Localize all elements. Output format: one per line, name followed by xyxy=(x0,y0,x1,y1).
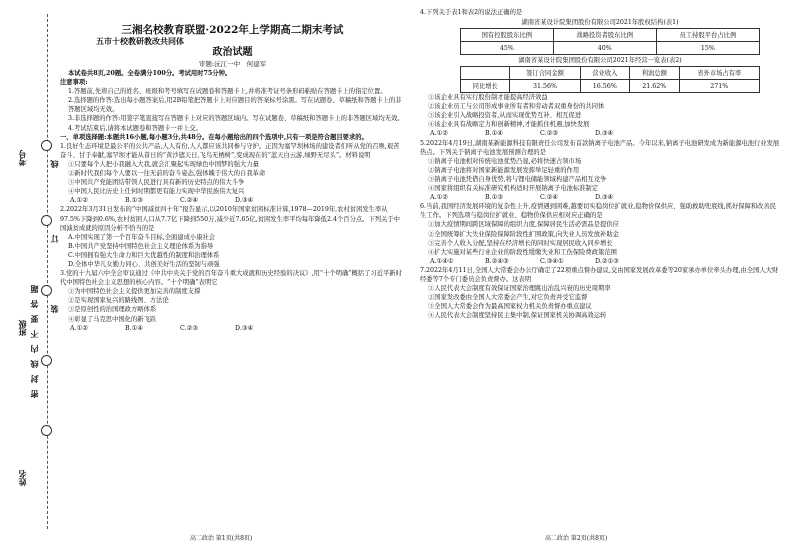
option: ①只要每个人把小我融入大我,就会汇聚起实现绿色中国梦的强大力量 xyxy=(68,160,259,168)
right-column xyxy=(420,8,780,320)
option: ②国家发改委由全国人大常委会产生,对它负责并受它监督 xyxy=(428,294,588,302)
choice-b: B.①④ xyxy=(125,324,143,332)
choice-b: B.①③ xyxy=(485,194,503,202)
yao-char: 线 xyxy=(29,360,39,368)
table-header: 营业收入 xyxy=(580,67,629,80)
option: ①加大疫情期间跨区域保障的组织力度,保障居民生活必需品是提供应 xyxy=(428,221,619,229)
option: ③是原创性的治国理政方略体系 xyxy=(68,306,157,314)
zhuang2-char: 装 xyxy=(49,305,59,313)
table-cell: 21.62% xyxy=(630,80,679,93)
table-cell: 16.56% xyxy=(580,80,629,93)
option: C.中国拥有强大生命力和巨大优越性的制度和治理体系 xyxy=(68,251,220,259)
table-cell: 271% xyxy=(679,80,759,93)
table-header: 国有控股股东比例 xyxy=(461,29,554,42)
option: ③中国共产党能团结带领人民进行具有新的历史特点的伟大斗争 xyxy=(68,179,245,187)
choice-c: C.②③ xyxy=(540,130,558,138)
table-header: 省外市场占有率 xyxy=(679,67,759,80)
notes-title: 注意事项: xyxy=(60,79,88,87)
exam-info: 本试卷共8页,20题。全卷满分100分。考试用时75分钟。 xyxy=(68,70,232,77)
binding-circle xyxy=(41,215,52,226)
question-stem: 5.2022年4月19日,湖南某新能源科技有限责任公司发布首款钠离子电池产品。今年以来,钠离子电池研发成为新能源电池行业发展热点。下列关于钠离子电池发展预测合理的是 xyxy=(420,139,780,156)
table-cell: 15% xyxy=(656,42,759,55)
option: ①人民代表大会制度有效保证国家治理跳出治乱兴衰的历史周期率 xyxy=(428,285,611,293)
note-item: 3.非选择题的作答:用签字笔直接写在答题卡上对应的答题区域内。写在试题卷、草稿纸和答题卡上的非答题区域均无效。 xyxy=(68,115,404,123)
choice-a: A.①② xyxy=(430,130,448,138)
table-header: 员工持股平台占比例 xyxy=(656,29,759,42)
choice-d: D.③④ xyxy=(595,194,614,202)
option: ④国家将组织有关标准研究机构适时开展钠离子电池标准制定 xyxy=(428,185,599,193)
banji-label: 班级 xyxy=(17,320,27,336)
table-header: 战略投资者股东比例 xyxy=(553,29,656,42)
table-cell: 45% xyxy=(461,42,554,55)
table1 xyxy=(460,28,760,55)
nei-char: 不 xyxy=(29,330,39,338)
option: ②该企业员工与公司形成事业所有者和劳动者双重身份的共同体 xyxy=(428,103,605,111)
question-stem: 7.2022年4月11日,全国人大常委会办公厅确定了22项重点督办建议,交由国家发展改革委等20家承办单位牵头办理,由全国人大财经委等7个专门委员会负责督办。这表明 xyxy=(420,266,779,283)
option: D.全体中华儿女勤力同心、共创美好生活的坚韧与顽强 xyxy=(68,260,220,268)
choice-a: A.①④① xyxy=(430,257,454,265)
xingming-label: 姓名 xyxy=(17,470,27,486)
table1-caption: 湖南省某设计院集团股份有限公司2021年股权结构(表1) xyxy=(521,19,679,27)
section-heading: 一、单项选择题:本题共16小题,每小题3分,共48分。在每小题给出的四个选项中,只有一项是符合题目要求的。 xyxy=(60,133,368,141)
choice-c: C.②③ xyxy=(180,324,198,332)
note-item: 2.选择题的作答:选出每小题答案后,用2B铅笔把答题卡上对应题目的答案标号涂黑。写在试题卷、草稿纸和答题卡上的非答题区域均无效。 xyxy=(68,97,402,114)
ding-char: 订 xyxy=(49,235,59,243)
option: ②是实现国家复兴的路线图、方法论 xyxy=(68,297,169,305)
option: ③完善个人收入分配,坚持在经济增长的同时实现居民收入同步增长 xyxy=(428,239,613,247)
choice-b: B.①③ xyxy=(125,197,143,205)
option: ③钠离子电池凭借自身优势,将与锂电储能领域构建产品相互竞争 xyxy=(428,175,607,183)
subject-title: 政治试题 xyxy=(212,47,253,58)
question-stem: 2.2022年3月31日发布的“中国减贫四十年”报告显示,以2010年国家贫困标准计算,1978—2019年,农村贫困发生率从97.5%下降到0.6%,农村贫困人口从7.7亿下降到550万,减少近7.65亿,贫困发生率平均每年降低2.4个百分点。下列关于中国減贫成就的原因分析不恰当的是 xyxy=(60,206,400,232)
seal-dashed-line xyxy=(47,14,48,529)
answer-choices xyxy=(420,257,780,266)
zhuang-char: 线 xyxy=(49,160,59,168)
binding-circle xyxy=(41,140,52,151)
bu-char: 内 xyxy=(29,345,39,353)
question-stem: 3.党的十九届六中全会审议通过《中共中央关于党的百年奋斗重大成就和历史经验的决议》,用“十个明确”概括了习近平新时代中国特色社会主义思想的核心内容。“十个明确”表明它 xyxy=(60,270,402,287)
da-char: 封 xyxy=(29,375,39,383)
question-stem: 6.当前,我国经济发展环境的复杂性上升,疫情遇到困难,越要切实稳岗位扩就业,稳物价保供应、强助救助兜底线,抓好保障和改善民生工作。下列选项与稳岗位扩就业、稳物价保供应相对应正确的是 xyxy=(420,203,777,220)
table-header: 签订合同金额 xyxy=(510,67,580,80)
option: ②新时代我们每个人要以一往无前的奋斗姿态,强体魄于伟大的自我革命 xyxy=(68,170,266,178)
option: ①钠离子电池相对传统电池优势凸显,必将快速占领市场 xyxy=(428,157,582,165)
choice-d: D.②①③ xyxy=(595,257,619,265)
answer-choices xyxy=(420,193,780,202)
choice-b: B.②④③ xyxy=(485,257,509,265)
option: ②全国统筹扩大失业保险保障阶段性扩围政策,向失业人员发放补助金 xyxy=(428,230,619,238)
choice-c: C.③④① xyxy=(540,257,564,265)
option: ③全国人大常委会作为最高国家权力机关负责督办重点建议 xyxy=(428,303,592,311)
binding-circle xyxy=(41,355,52,366)
answer-choices xyxy=(60,324,405,333)
option: ④中国人民比历史上任何时期都更有能力实现中华民族伟大复兴 xyxy=(68,188,245,196)
choice-c: C.②④ xyxy=(540,194,558,202)
feng-char: 答 xyxy=(29,300,39,308)
choice-d: D.③④ xyxy=(235,324,254,332)
table-cell: 同比增长 xyxy=(461,80,510,93)
option: A.中国实现了第一个百年奋斗目标,全面建成小康社会 xyxy=(68,233,216,241)
option: ④人民代表大会制度坚持民主集中制,保证国家机关协调高效运转 xyxy=(428,312,607,320)
choice-a: A.①② xyxy=(430,194,448,202)
table2 xyxy=(460,66,760,93)
ti-char: 密 xyxy=(29,390,39,398)
reviewer: 审题:沅江一中 何建军 xyxy=(198,60,267,68)
option: ④扩大实施对某些行业企业的阶段性缓缴失业和工伤保险费政策范围 xyxy=(428,248,617,256)
choice-a: A.①② xyxy=(70,197,88,205)
answer-choices xyxy=(420,129,780,138)
xian-char: 要 xyxy=(29,315,39,323)
binding-circle xyxy=(41,425,52,436)
question-stem: 1.良好生态环境是最公平的公共产品,人人有份,人人都应该共同参与守护。正因为塞罕坝林场的建设者们听从党的召唤,艰苦奋斗、甘于奉献,塞罕坝才能从昔日的“黄沙遮天日,飞鸟无栖树”,变成现在的“蓝天白云游,绿野无尽头”。材料说明 xyxy=(60,142,400,159)
left-column xyxy=(60,8,405,333)
note-item: 1.答题前,先将自己的姓名、班级和考号填写在试题卷和答题卡上,并将准考证号条形码粘贴在答题卡上的指定位置。 xyxy=(68,88,387,96)
mi-char: 题 xyxy=(29,285,39,293)
option: ④彰显了马克思中国化的新飞跃 xyxy=(68,315,157,323)
choice-b: B.①④ xyxy=(485,130,503,138)
answer-choices xyxy=(60,196,405,205)
question-stem: 4.下列关于表1和表2的说法正确的是 xyxy=(420,9,523,16)
choice-d: D.③④ xyxy=(235,197,254,205)
page-footer-right: 高二政治 第2页(共8页) xyxy=(545,535,608,542)
exam-subtitle: 五市十校教研教改共同体 xyxy=(96,36,184,46)
exam-title: 三湘名校教育联盟·2022年上学期高二期末考试 xyxy=(121,24,344,36)
choice-a: A.①② xyxy=(70,324,88,332)
option: B.中国共产党坚持中国特色社会主义理论体系为指导 xyxy=(68,242,214,250)
choice-d: D.③④ xyxy=(595,130,614,138)
option: ④该企业具有战略定力和创新精神,才能抓住机遇,加快发展 xyxy=(428,121,590,129)
kaohao-label: 考号 xyxy=(17,150,27,166)
table-cell: 40% xyxy=(553,42,656,55)
option: ①为中国特色社会主义提供更加完善的制度支撑 xyxy=(68,288,201,296)
note-item: 4.考试结束后,请将本试题卷和答题卡一并上交。 xyxy=(68,124,202,132)
page-footer-left: 高二政治 第1页(共8页) xyxy=(190,535,253,542)
table2-caption: 湖南省某设计院集团股份有限公司2021年经营一览表(表2) xyxy=(518,57,682,65)
option: ③该企业引入战略投资者,从而实现优势互补、相互促进 xyxy=(428,112,582,120)
option: ①该企业具有实行股份制才能提高经济效益 xyxy=(428,94,548,102)
binding-circle xyxy=(41,285,52,296)
option: ②钠离子电池将对国家新能源发展发挥举足轻重的作用 xyxy=(428,166,580,174)
table-header xyxy=(461,67,510,80)
table-cell: 31.56% xyxy=(510,80,580,93)
table-header: 利润总额 xyxy=(630,67,679,80)
binding-margin xyxy=(0,0,58,550)
choice-c: C.②④ xyxy=(180,197,198,205)
